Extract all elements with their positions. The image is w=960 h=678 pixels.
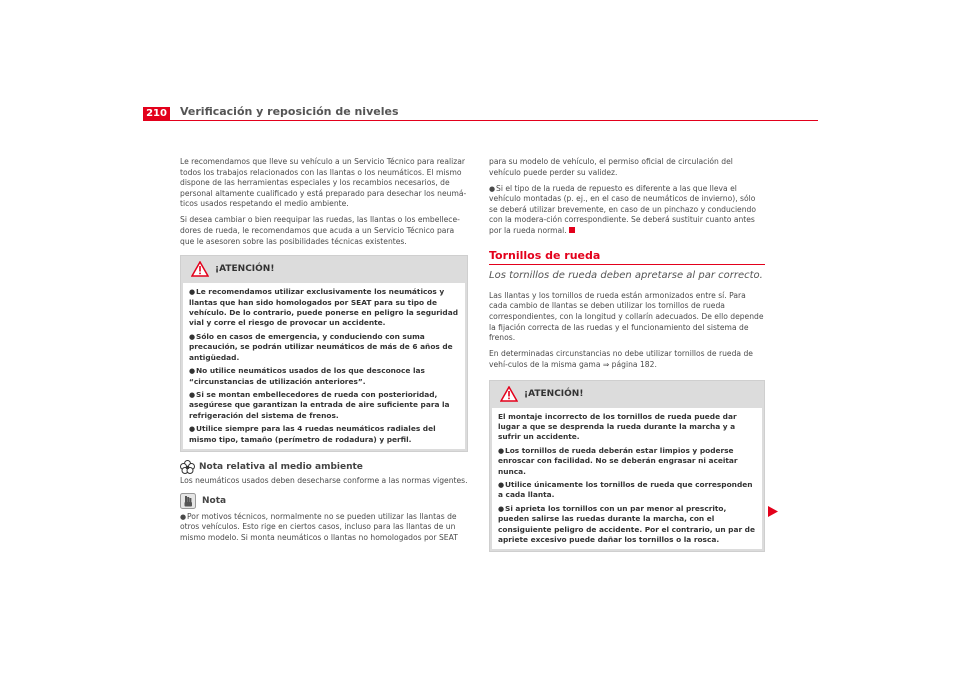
bullet-icon: ● [189,390,196,399]
warning-header [490,381,764,407]
section-rule [489,264,765,265]
spare-wheel-bullet: ●Si el tipo de la rueda de repuesto es diferente a las que lleva el vehículo montadas (p. ej., en el caso de neumáticos de invierno), sólo se deberá utilizar brevemente, en caso de un pinchazo y conduciendo con la modera-ción correspondiente. Se deberá sustituir cuanto antes por la rueda normal. [489,183,757,236]
bullet-icon: ● [489,184,496,193]
note-text: ●Por motivos técnicos, normalmente no se pueden utilizar las llantas de otros vehículos. Esto rige en ciertos casos, incluso para las llantas de un mismo modelo. Si monta neumáticos o llantas no homologados por SEAT [180,511,458,542]
warning-box-tires [180,255,468,452]
right-column [489,157,765,552]
warning-item: ●Utilice únicamente los tornillos de rueda que corresponden a cada llanta. [498,479,753,500]
intro-paragraph-2: Si desea cambiar o bien reequipar las ruedas, las llantas o los embellece-dores de rueda, le recomendamos que acuda a un Servicio Técnico para que le asesoren sobre las posibilidades técnicas existentes. [180,215,460,246]
end-stop-icon [569,227,575,233]
warning-triangle-icon [191,261,209,277]
bullet-icon: ● [498,504,505,513]
warning-lead: El montaje incorrecto de los tornillos de rueda puede dar lugar a que se desprenda la rueda durante la marcha y a sufrir un accidente. [498,411,737,442]
bullet-icon: ● [189,288,196,297]
environment-flower-icon [180,460,195,474]
warning-body [491,407,763,551]
section-title: Tornillos de rueda [489,248,601,262]
warning-item: ●Utilice siempre para las 4 ruedas neumáticos radiales del mismo tipo, tamaño (perímetro de rodadura) y perfil. [189,424,436,444]
bullet-icon: ● [180,512,187,521]
warning-item: ●Le recomendamos utilizar exclusivamente los neumáticos y llantas que han sido homologados por SEAT para su tipo de vehículo. De lo contrario, puede ponerse en peligro la seguridad vial y corre el riesgo de provocar un accidente. [189,287,459,328]
bullet-icon: ● [189,332,196,341]
bullet-icon: ● [189,367,196,376]
bullet-icon: ● [498,446,505,455]
bolts-paragraph-2: En determinadas circunstancias no debe utilizar tornillos de rueda de vehí-culos de la misma gama ⇒ página 182. [489,349,753,369]
warning-item: ●Si se montan embellecedores de rueda con posterioridad, asegúrese que garantizan la entrada de aire suficiente para la refrigeración del sistema de frenos. [189,389,450,420]
bullet-icon: ● [189,425,196,434]
warning-item: ●No utilice neumáticos usados de los que desconoce las “circunstancias de utilización anteriores”. [189,366,425,386]
note-hand-icon [180,493,196,509]
warning-item: ●Sólo en casos de emergencia, y conduciendo con suma precaución, se podrán utilizar neumáticos de más de 6 años de antigüedad. [189,331,453,362]
warning-box-bolts [489,380,765,553]
warning-title: ¡ATENCIÓN! [215,264,275,275]
intro-paragraph-1: Le recomendamos que lleve su vehículo a un Servicio Técnico para realizar todos los trabajos relacionados con las llantas o los neumáticos. El mismo dispone de las herramientas especiales y los recambios necesarios, de personal altamente cualificado y está preparado para desechar los neumá-ticos usados respetando el medio ambiente. [180,157,467,209]
section-subtitle: Los tornillos de rueda deben apretarse al par correcto. [489,270,763,282]
bullet-icon: ● [498,480,505,489]
warning-header [181,256,467,282]
left-column [180,157,468,549]
note-title: Nota [202,495,227,506]
page-title: Verificación y reposición de niveles [180,105,399,118]
env-note-title: Nota relativa al medio ambiente [199,461,363,472]
warning-triangle-icon [500,386,518,402]
page-number: 210 [143,107,170,121]
note-heading [180,493,468,509]
warning-title: ¡ATENCIÓN! [524,388,584,399]
env-note-text: Los neumáticos usados deben desecharse conforme a las normas vigentes. [180,475,468,485]
continued-paragraph: para su modelo de vehículo, el permiso oficial de circulación del vehículo puede perder su validez. [489,157,733,177]
env-note-heading [180,460,468,474]
warning-item: ●Los tornillos de rueda deberán estar limpios y poderse enroscar con facilidad. No se deberán engrasar ni aceitar nunca. [498,445,738,476]
bolts-paragraph-1: Las llantas y los tornillos de rueda están armonizados entre sí. Para cada cambio de llantas se deben utilizar los tornillos de rueda correspondientes, con la longitud y collarín adecuados. De ello depende la fijación correcta de las ruedas y el funcionamiento del sistema de frenos. [489,290,764,343]
continue-arrow-icon [768,506,778,517]
warning-item: ●Si aprieta los tornillos con un par menor al prescrito, pueden salirse las ruedas durante la marcha, con el consiguiente peligro de accidente. Por el contrario, un par de apriete excesivo puede dañar los tornillos o la rosca. [498,503,755,544]
header-rule [143,120,818,121]
warning-body [182,282,466,450]
